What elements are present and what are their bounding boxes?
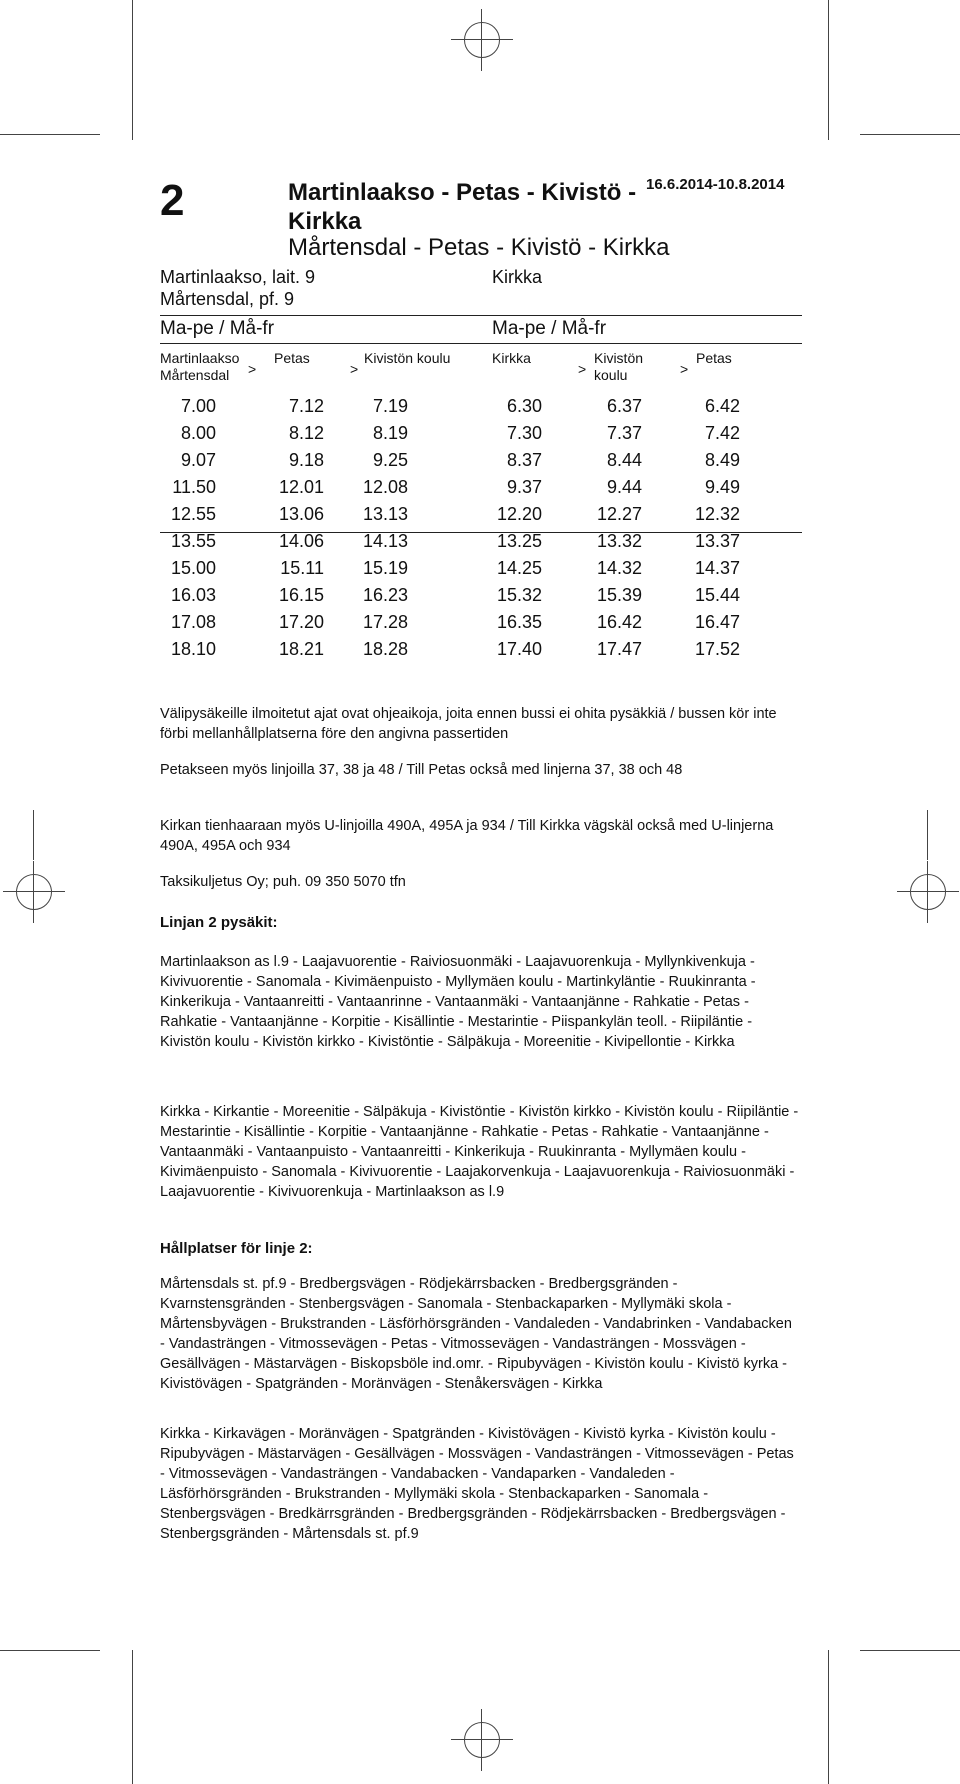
stops-fi-heading: Linjan 2 pysäkit: [160, 914, 278, 931]
right-time-cell: 12.32 [694, 504, 740, 524]
registration-mark [464, 22, 500, 58]
stops-sv-heading: Hållplatser för linje 2: [160, 1240, 313, 1257]
right-time-cell: 13.32 [596, 531, 642, 551]
crop-mark [927, 810, 928, 860]
col-header-kirkka: Kirkka [492, 350, 531, 366]
left-time-cell: 9.18 [288, 450, 324, 470]
col-header-martinlaakso [160, 350, 239, 384]
left-time-cell: 16.23 [362, 585, 408, 605]
stops-fi-outbound: Martinlaakson as l.9 - Laajavuorentie - Raiviosuonmäki - Laajavuorenkuja - Myllynkivenkuja - Kivivuorentie - Sanomala - Kivimäenpuisto - Myllymäen koulu - Martinkyläntie - Ruukinranta - Kinkerikuja - Vantaanreitti - Vantaanrinne - Vantaanmäki - Vantaanjänne - Rahkatie - Petas - Rahkatie - Vantaanjänne - Korpitie - Kisällintie - Mestarintie - Piispankylän teoll. - Riipiläntie - Kivistön koulu - Kivistön kirkko - Kivistöntie - Sälpäkuja - Moreenitie - Kivipellontie - Kirkka [160, 954, 756, 1050]
right-time-cell: 9.44 [606, 477, 642, 497]
right-time-cell: 7.37 [606, 423, 642, 443]
right-time-cell: 15.44 [694, 585, 740, 605]
left-time-cell: 16.03 [170, 585, 216, 605]
left-origin-fi: Martinlaakso, lait. 9 [160, 267, 316, 287]
col-header-petas: Petas [274, 350, 310, 366]
left-time-cell: 13.13 [362, 504, 408, 524]
route-title-swedish: Mårtensdal - Petas - Kivistö - Kirkka [288, 234, 670, 261]
col-header-text: Kivistön [594, 350, 644, 366]
left-days: Ma-pe / Må-fr [160, 318, 275, 339]
route-number: 2 [160, 176, 184, 225]
crop-mark [860, 134, 960, 135]
validity-dates: 16.6.2014-10.8.2014 [646, 176, 785, 193]
right-time-cell: 14.37 [694, 558, 740, 578]
crop-mark [33, 810, 34, 860]
left-time-cell: 8.00 [180, 423, 216, 443]
crop-mark [132, 0, 133, 140]
crop-mark [860, 1650, 960, 1651]
right-time-cell: 8.44 [606, 450, 642, 470]
right-time-cell: 16.35 [496, 612, 542, 632]
left-time-cell: 13.55 [170, 531, 216, 551]
col-header-text: koulu [594, 367, 628, 383]
col-header-text: Mårtensdal [160, 367, 230, 383]
left-time-cell: 18.28 [362, 639, 408, 659]
right-time-cell: 7.30 [506, 423, 542, 443]
left-time-cell: 16.15 [278, 585, 324, 605]
left-time-cell: 7.00 [180, 396, 216, 416]
right-time-cell: 16.42 [596, 612, 642, 632]
right-time-cell: 14.25 [496, 558, 542, 578]
left-time-cell: 17.08 [170, 612, 216, 632]
right-time-cell: 17.52 [694, 639, 740, 659]
left-origin [160, 266, 315, 310]
right-time-cell: 6.42 [704, 396, 740, 416]
crop-mark [132, 1650, 133, 1784]
right-time-cell: 12.27 [596, 504, 642, 524]
right-days: Ma-pe / Må-fr [492, 318, 607, 339]
crop-mark [0, 134, 100, 135]
left-time-cell: 17.20 [278, 612, 324, 632]
right-time-cell: 15.32 [496, 585, 542, 605]
route-title [288, 178, 648, 236]
route-title-line2: Kirkka [288, 208, 362, 235]
crop-mark [828, 0, 829, 140]
note-kirkka-lines: Kirkan tienhaaraan myös U-linjoilla 490A, 495A ja 934 / Till Kirkka vägskäl också med U-linjerna 490A, 495A och 934 [160, 818, 774, 854]
right-time-cell: 12.20 [496, 504, 542, 524]
left-time-cell: 18.21 [278, 639, 324, 659]
left-time-cell: 11.50 [172, 477, 216, 497]
left-time-cell: 14.06 [278, 531, 324, 551]
right-time-cell: 15.39 [596, 585, 642, 605]
left-time-cell: 17.28 [362, 612, 408, 632]
col-header-kiviston-koulu: Kivistön koulu [364, 350, 451, 366]
right-time-cell: 9.37 [506, 477, 542, 497]
right-time-cell: 8.49 [704, 450, 740, 470]
left-origin-sv: Mårtensdal, pf. 9 [160, 289, 295, 309]
arrow-icon: > [680, 361, 689, 377]
left-time-cell: 18.10 [170, 639, 216, 659]
divider [160, 532, 802, 533]
arrow-icon: > [578, 361, 587, 377]
crop-mark [0, 1650, 100, 1651]
right-time-cell: 6.37 [606, 396, 642, 416]
note-passing-times: Välipysäkeille ilmoitetut ajat ovat ohjeaikoja, joita ennen bussi ei ohita pysäkkiä / bussen kör inte förbi mellanhållplatserna före den angivna passertiden [160, 706, 777, 742]
right-time-cell: 7.42 [704, 423, 740, 443]
left-time-cell: 8.12 [288, 423, 324, 443]
arrow-icon: > [350, 361, 359, 377]
crop-mark [828, 1650, 829, 1784]
left-time-cell: 15.00 [170, 558, 216, 578]
left-time-cell: 15.11 [280, 558, 324, 578]
right-time-cell: 8.37 [506, 450, 542, 470]
stops-sv-inbound: Kirkka - Kirkavägen - Moränvägen - Spatgränden - Kivistövägen - Kivistö kyrka - Kivistön koulu - Ripubyvägen - Mästarvägen - Gesällvägen - Mossvägen - Vandasträngen - Vitmossevägen - Petas - Vitmossevägen - Vandasträngen - Vandabacken - Vandaparken - Vandaleden - Läsförhörsgränden - Brukstranden - Myllymäki skola - Stenbackaparken - Sanomala - Stenbergsvägen - Bredkärrsgränden - Bredbergsgränden - Rödjekärrsbacken - Bredbergsvägen - Stenbergsgränden - Mårtensdals st. pf.9 [160, 1426, 794, 1542]
right-time-cell: 13.25 [496, 531, 542, 551]
right-time-cell: 9.49 [704, 477, 740, 497]
stops-sv-outbound: Mårtensdals st. pf.9 - Bredbergsvägen - Rödjekärrsbacken - Bredbergsgränden - Kvarnstensgränden - Stenbergsvägen - Sanomala - Stenbackaparken - Myllymäki skola - Mårtensbyvägen - Brukstranden - Läsförhörsgränden - Vandaleden - Vandabrinken - Vandabacken - Vandasträngen - Vitmossevägen - Petas - Vitmossevägen - Vandasträngen - Mossvägen - Gesällvägen - Mästarvägen - Biskopsböle ind.omr. - Ripubyvägen - Kivistön koulu - Kivistö kyrka - Kivistövägen - Spatgränden - Moränvägen - Stenåkersvägen - Kirkka [160, 1276, 792, 1392]
left-time-cell: 13.06 [278, 504, 324, 524]
left-time-cell: 7.12 [288, 396, 324, 416]
right-time-cell: 6.30 [506, 396, 542, 416]
right-time-cell: 17.47 [596, 639, 642, 659]
right-origin: Kirkka [492, 267, 543, 287]
col-header-kiviston [594, 350, 643, 384]
divider [160, 315, 802, 316]
right-time-cell: 14.32 [596, 558, 642, 578]
arrow-icon: > [248, 361, 257, 377]
left-time-cell: 9.07 [180, 450, 216, 470]
right-time-cell: 17.40 [496, 639, 542, 659]
right-time-cell: 16.47 [694, 612, 740, 632]
right-time-cell: 13.37 [694, 531, 740, 551]
registration-mark [464, 1722, 500, 1758]
left-time-cell: 14.13 [362, 531, 408, 551]
left-time-cell: 9.25 [372, 450, 408, 470]
col-header-petas-right: Petas [696, 350, 732, 366]
left-time-cell: 7.19 [372, 396, 408, 416]
left-time-cell: 12.01 [278, 477, 324, 497]
col-header-text: Martinlaakso [160, 350, 240, 366]
left-time-cell: 15.19 [362, 558, 408, 578]
note-operator: Taksikuljetus Oy; puh. 09 350 5070 tfn [160, 874, 406, 890]
registration-mark [910, 874, 946, 910]
left-time-cell: 12.55 [170, 504, 216, 524]
divider [160, 343, 802, 344]
left-time-cell: 8.19 [372, 423, 408, 443]
route-title-line1: Martinlaakso - Petas - Kivistö - [288, 179, 637, 206]
note-petas-lines: Petakseen myös linjoilla 37, 38 ja 48 / Till Petas också med linjerna 37, 38 och 48 [160, 762, 683, 778]
registration-mark [16, 874, 52, 910]
left-time-cell: 12.08 [362, 477, 408, 497]
stops-fi-inbound: Kirkka - Kirkantie - Moreenitie - Sälpäkuja - Kivistöntie - Kivistön kirkko - Kivistön koulu - Riipiläntie - Mestarintie - Kisällintie - Korpitie - Vantaanjänne - Rahkatie - Petas - Rahkatie - Vantaanjänne - Vantaanmäki - Vantaanpuisto - Vantaanreitti - Kinkerikuja - Ruukinranta - Myllymäen koulu - Kivimäenpuisto - Sanomala - Kivivuorentie - Laajakorvenkuja - Laajavuorenkuja - Raiviosuonmäki - Laajavuorentie - Kivivuorenkuja - Martinlaakson as l.9 [160, 1104, 799, 1200]
